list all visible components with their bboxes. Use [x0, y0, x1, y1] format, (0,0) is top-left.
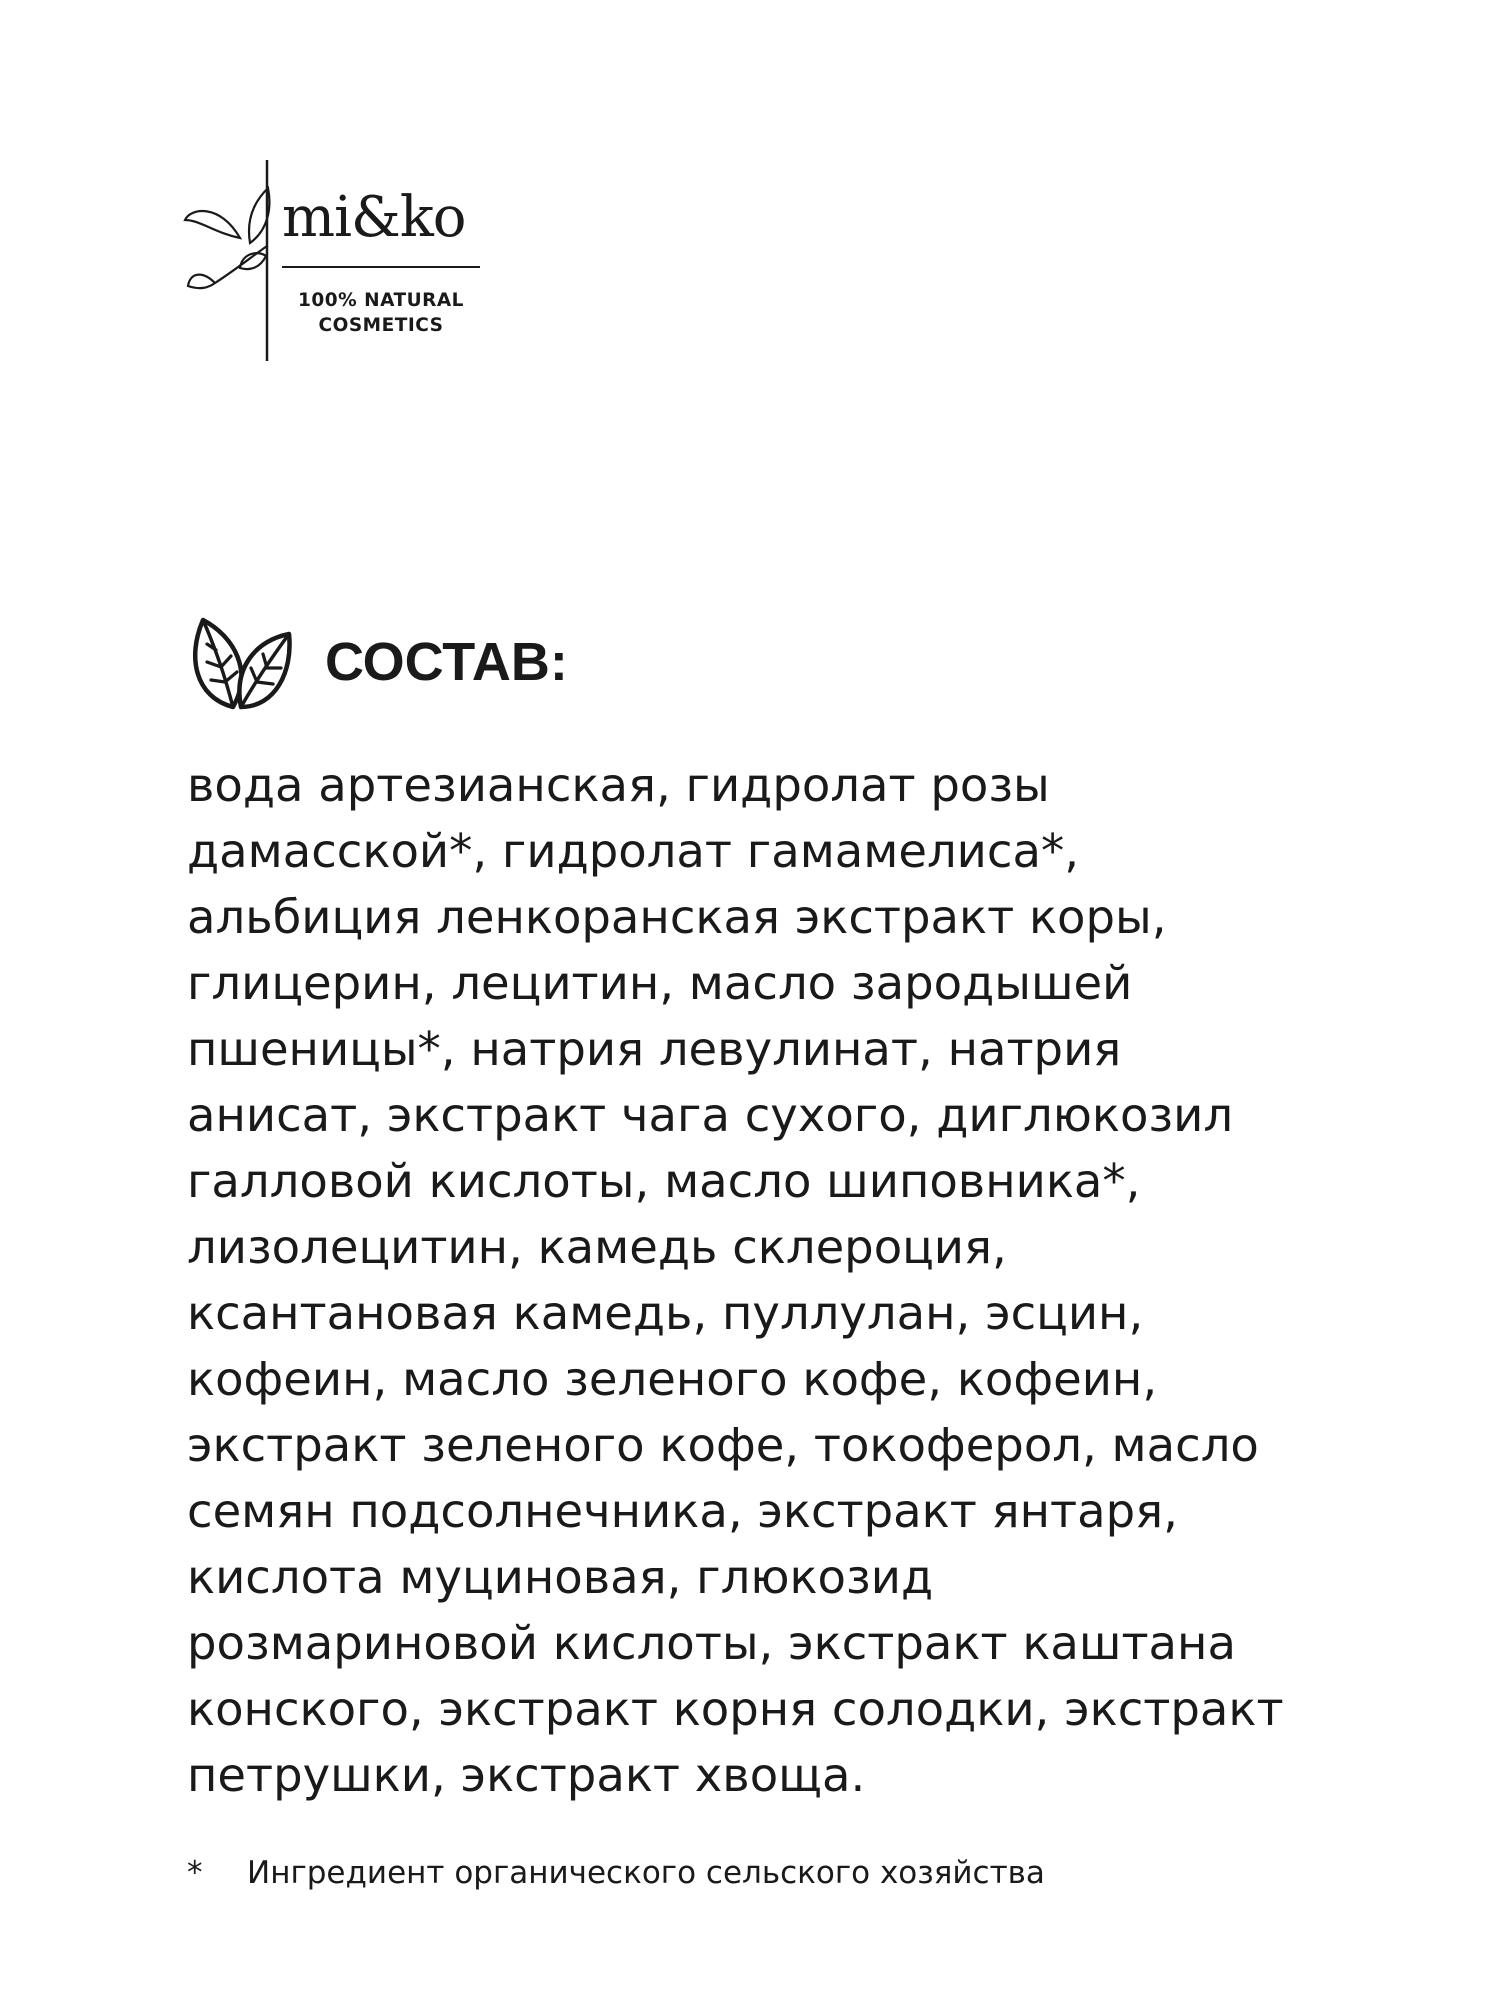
ingredients-line: анисат, экстракт чага сухого, диглюкозил — [187, 1088, 1234, 1142]
ingredients-line: вода артезианская, гидролат розы — [187, 758, 1050, 812]
ingredients-line: ксантановая камедь, пуллулан, эсцин, — [187, 1286, 1144, 1340]
ingredients-line: кофеин, масло зеленого кофе, кофеин, — [187, 1352, 1158, 1406]
ingredients-line: конского, экстракт корня солодки, экстракт — [187, 1682, 1284, 1736]
brand-divider — [282, 266, 480, 268]
brand-logo — [180, 158, 500, 363]
ingredients-line: галловой кислоты, масло шиповника*, — [187, 1154, 1141, 1208]
brand-name: mi&ko — [282, 185, 466, 250]
ingredients-line: глицерин, лецитин, масло зародышей — [187, 956, 1133, 1010]
footnote-mark: * — [187, 1855, 203, 1891]
ingredients-line: дамасской*, гидролат гамамелиса*, — [187, 824, 1079, 878]
ingredients-line: экстракт зеленого кофе, токоферол, масло — [187, 1418, 1259, 1472]
ingredients-line: пшеницы*, натрия левулинат, натрия — [187, 1022, 1122, 1076]
footnote-text: Ингредиент органического сельского хозяйства — [247, 1855, 1045, 1891]
ingredients-line: лизолецитин, камедь склероция, — [187, 1220, 1007, 1274]
tagline-line-1: 100% NATURAL — [298, 290, 464, 311]
leaves-icon — [185, 612, 295, 712]
footnote — [187, 1853, 1387, 1893]
ingredients-line: семян подсолнечника, экстракт янтаря, — [187, 1484, 1178, 1538]
tagline-line-2: COSMETICS — [318, 315, 444, 336]
brand-tagline — [282, 288, 480, 338]
section-title: СОСТАВ: — [325, 632, 568, 692]
ingredients-line: розмариновой кислоты, экстракт каштана — [187, 1616, 1236, 1670]
ingredients-line: кислота муциновая, глюкозид — [187, 1550, 934, 1604]
leaf-branch-icon — [180, 158, 290, 363]
section-heading — [185, 612, 885, 712]
ingredients-line: петрушки, экстракт хвоща. — [187, 1748, 866, 1802]
ingredients-line: альбиция ленкоранская экстракт коры, — [187, 890, 1167, 944]
ingredients-text — [187, 752, 1387, 1808]
